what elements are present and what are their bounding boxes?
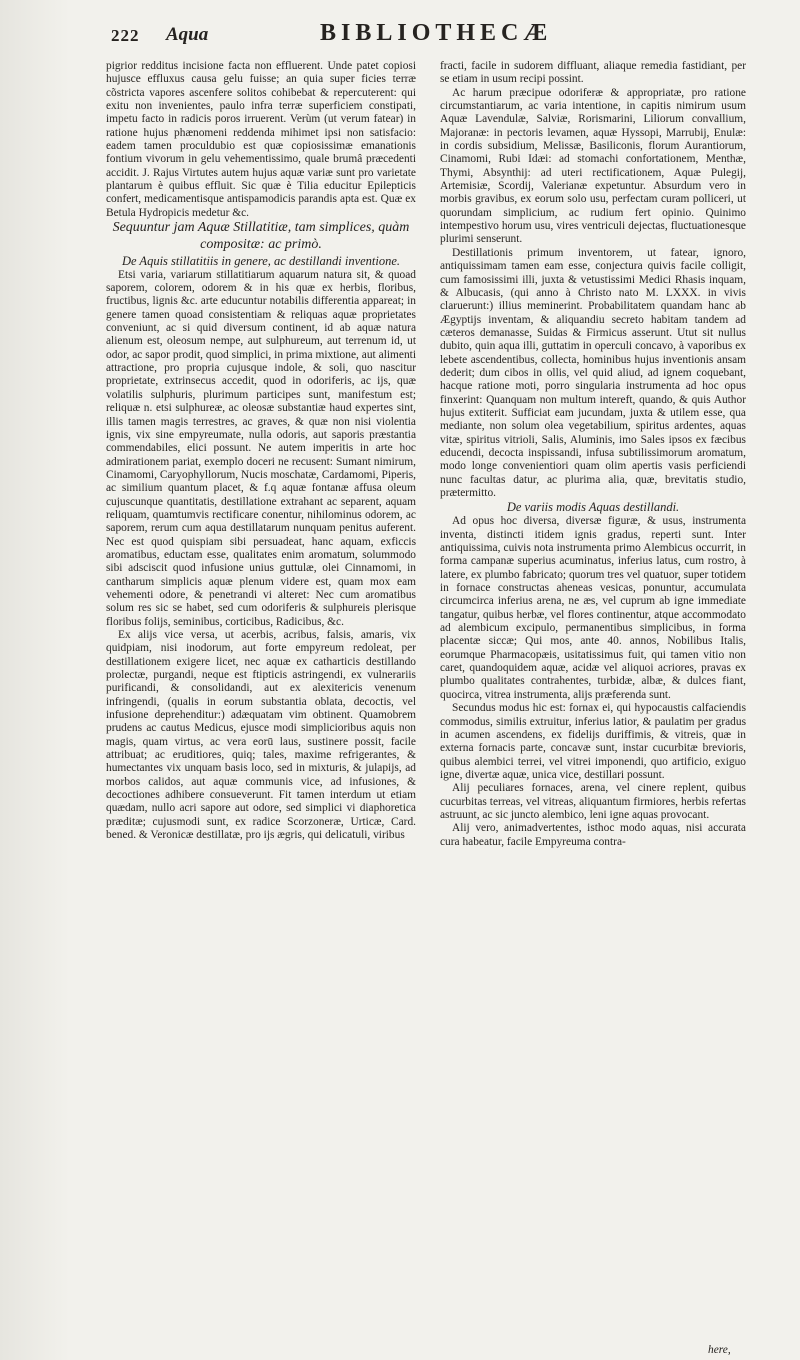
paragraph: Alij peculiares fornaces, arena, vel cinere replent, quibus cucurbitas terreas, vel vitreas, aliquantum firmiores, herbis refertas astruunt, ac sic juncto alembico, leni igne aquas provocant. <box>440 782 746 821</box>
paragraph: Alij vero, animadvertentes, isthoc modo aquas, nisi accurata cura habeatur, facile Empyreuma contra- <box>440 822 746 848</box>
page-number: 222 <box>111 26 140 45</box>
subsection-title: De Aquis stillatitiis in genere, ac destillandi inventione. <box>121 253 401 268</box>
paragraph: fracti, facile in sudorem diffluant, aliaque remedia fastidiant, per se etiam in usum recipi possint. <box>440 60 746 86</box>
paragraph: pigrior redditus incisione facta non effluerent. Unde patet copiosi hujusce effluxus causa gelu fuisse; an quia super ficies terræ cõstricta vapores ascenfere solitos cohibebat & repercuterent: qui exitu non invenientes, paulo infra terræ superficiem constipati, impetu facto in radicis poros irruerent. Verùm (ut verum fatear) in ratione hujus phænomeni reddenda mihimet ipsi non satisfacio: eadem tamen proculdubio est quæ copiosissimæ emanationis fontium vivorum in gelu vehementissimo, quale brumâ præcedenti accidit. J. Rajus Virtutes autem hujus aquæ variæ sunt pro varietate plantarum è quibus effluit. Sic quæ è Tilia educitur Epilepticis confert, medicamentisque antispamodicis parandis apta est. Quæ ex Betula Hydropicis medetur &c. <box>106 60 416 219</box>
left-column <box>106 60 416 843</box>
right-column <box>440 60 746 849</box>
running-title: BIBLIOTHECÆ <box>320 20 553 46</box>
section-title: Sequuntur jam Aquæ Stillatitiæ, tam simplices, quàm compositæ: ac primò. <box>112 220 410 252</box>
header-catchword: Aqua <box>166 24 209 45</box>
paragraph: Ex alijs vice versa, ut acerbis, acribus, falsis, amaris, vix quidpiam, nisi inodorum, aut forte empyreum redoleat, per destillationem exigere licet, nec aquæ ex catharticis destillando prolectæ, purgandi, neque est ftipticis astringendi, ex vulnerariis purificandi, & consolidandi, aut ex alexitericis venenum infringendi, (qualis in eorum substantia oblata, decoctis, vel infusione deprehenditur:) adæquatam vim obtinent. Quamobrem prudens ac cautus Medicus, ejusce modi simplicioribus aquis non magis, quam virtus, ac vera eorū laus, sustinere possit, facile attribuat; ac eruditiores, quiq; tales, maxime refrigerantes, & humectantes vix unquam basis loco, sed in mixturis, & julapijs, ad morbos calidos, aut aquæ communis vice, ad infusiones, & decoctiones adhibere consueverunt. Fit tamen interdum ut etiam quædam, nullo acri sapore aut odore, sed simplici vi diaphoretica præditæ; cujusmodi sunt, ex radice Scorzoneræ, Urticæ, Card. bened. & Veronicæ destillatæ, pro ijs ægris, qui delicatuli, viribus <box>106 629 416 842</box>
paragraph: Secundus modus hic est: fornax ei, qui hypocaustis calfaciendis commodus, similis extruitur, inferius latior, & paulatim per gradus in acumen ascendens, ex fidelijs duriffimis, & vitreis, quæ in externa fornacis parte, concavæ sunt, instar cucurbitæ brevioris, quibus alembici terrei, vel vitrei imponendi, quo artificio, exiguo igne, divertæ aquæ, unica vice, destillari possunt. <box>440 702 746 781</box>
subsection-title: De variis modis Aquas destillandi. <box>506 500 680 515</box>
paragraph: Ad opus hoc diversa, diversæ figuræ, & usus, instrumenta inventa, distincti itidem ignis gradus, reperti sunt. Inter antiquissima, cuivis nota instrumenta primo Alembicus occurrit, in forma campanæ superius acuminatus, inferius latus, cum rostro, à latere, ex plumbo fabricato; quorum tres vel quatuor, super totidem in fornace constructas aheneas vesicas, ponuntur, accumulata circumcirca inferius arena, ne æs, vel cuprum ab igne immediate tangatur, quibus herbæ, vel flores continentur, atque accommodato ad alembicum excipulo, permanentibus simplicibus, in forma placentæ siccæ; Qui mos, ante 40. annos, Nobilibus Italis, eorumque Pharmacopæis, usitatissimus fuit, qui tamen vitio non caret, quandoquidem aquæ, acidæ vel aliquoi acriores, pravas ex plumbo qualitates contrahentes, turbidæ, albæ, & dulces fiant, quocirca, vitrea instrumenta, alijs præferenda sunt. <box>440 515 746 701</box>
footer-catchword: here, <box>708 1344 731 1356</box>
paragraph: Etsi varia, variarum stillatitiarum aquarum natura sit, & quoad saporem, colorem, odorem & in his quæ ex herbis, floribus, fructibus, lignis &c. arte educuntur notabilis differentia appareat; in genere tamen quoad consistentiam & reliquas aquæ proprietates conveniunt, ac si quid diversum continent, id ab aquæ natura alienum est, oleosum nempe, aut sulphureum, aut terrenum id, ut odor, ac sapor prodit, quod simplici, in prima mixtione, aut alimenti attractione, pro propria cujusque indole, & soli, quo nascitur proprietate, extrinsecus accedit, quod in odoriferis, ac ijs, quæ volatilis sulphuris, plurimum participes sunt, manifestum est; reliquæ n. etsi sulphureæ, ac oleosæ substantiæ haud expertes sint, illis tamen magis terrestres, ac graves, & quæ non nisi violentia ignis, vix sine empyreumate, nulla odoris, aut saporis præstantia commendabiles, elici possunt. Ne autem imperitis in arte hoc admirationem pariat, exemplo doceri ne recusent: Sumant nimirum, Cinamomi, Caryophyllorum, Nucis moschatæ, Cardamomi, Piperis, ac similium quantum placet, & f.q aquæ fontanæ affusa oleum cujuscunque quantitatis, destillatione extrahant ac separent, aquam reliquam, quamtumvis rectificare conentur, nihilominus odorem, ac saporem, rerum cum aqua destillatarum nunquam penitus auferent. Nec est quod quispiam sibi persuadeat, hanc aquam, exficcis aromatibus, eductam esse, qualitates enim aromatum, solummodo sibi adsciscit quod infusione unius guttulæ, olei Cinnamomi, in cantharum simplicis aquæ plenum videre est, quam mox eam vehementi odore, & penetrandi vi alteret: Nec cum aromatibus solum res sic se habet, sed cum odoriferis & sulphureis plerisque floribus folijs, seminibus, corticibus, Radicibus, &c. <box>106 268 416 628</box>
paragraph: Destillationis primum inventorem, ut fatear, ignoro, antiquissimam tamen eam esse, conjectura quivis facile colligit, cum famosissimi illi, juxta & vetustissimi Medici Rhasis inquam, & Albucasis, (qui anno à Christo nato M. LXXX. in vivis claruerunt:) illius meminerint. Probabilitatem quandam hanc ab Ægyptijs inventam, & aliquandiu secreto habitam tandem ad cæteros demanasse, Suidas & Firmicus asserunt. Utut sit nullus dubito, quin aqua illi, guttatim in operculi concavo, à vaporibus ex lebete ascendentibus, collecta, hominibus hujus inventionis ansam dederit; dum cibos in ollis, vel quid aliud, ad ignem coquebant, hacque ratione moti, porro singularia instrumenta ad hoc opus finxerint: Quanquam non multum intereft, quando, & quis Author hujus extiterit. Sufficiat eam jucundam, juxta & utilem esse, qua mediante, non solum olea vegetabilium, spiritus ardentes, aquas vitæ, spiritus vitrioli, Salis, Aluminis, imo Sales ipsos ex fæcibus educendi, decocta inspissandi, infusa subtilissimorum aromatum, modo longe convenientiori quam olim apertis vasis perficiendi nunc facultas datur, ac plurima alia, quæ, brevitatis studio, prætermitto. <box>440 246 746 499</box>
paragraph: Ac harum præcipue odoriferæ & appropriatæ, pro ratione circumstantiarum, ac varia intentione, in capitis nimirum usum Aquæ Lavendulæ, Salviæ, Rorismarini, Liliorum convallium, Majoranæ: in pectoris levamen, aquæ Hyssopi, Marrubij, Enulæ: in cordis subsidium, Melissæ, Basiliconis, florum Aurantiorum, Cinamomi, Rubi Idæi: ad stomachi confortationem, Menthæ, Thymi, Absynthij: ad uteri rectificationem, Aquæ Pulegij, Artemisiæ, Scordij, Valerianæ expetuntur. Absurdum vero in morbis gravibus, ex eorum solo usu, perfectam curam polliceri, ut quorundam simplicium, ac rudium fert opinio. Quinimo intempestivo horum usu, vires ventriculi dejectas, fluctuationesque plurimi senserunt. <box>440 86 746 246</box>
page-gutter-shadow <box>0 0 70 1360</box>
page-header <box>0 14 800 54</box>
